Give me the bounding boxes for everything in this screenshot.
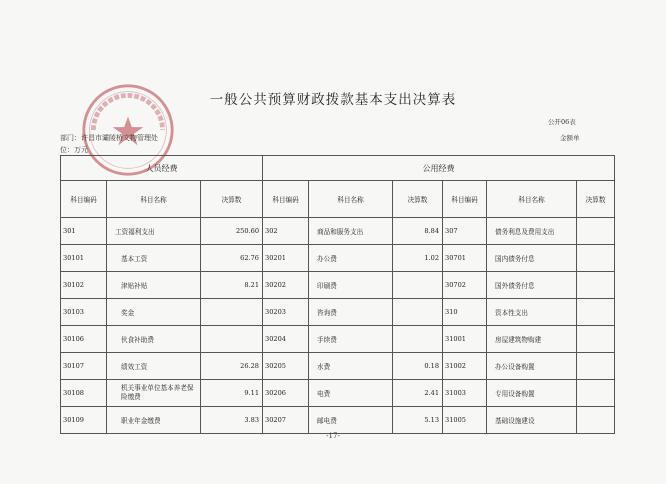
column-header: 科目编码 [443, 181, 487, 218]
expenditure-table [60, 155, 615, 434]
table-row [61, 272, 615, 299]
column-header: 科目编码 [61, 181, 107, 218]
amount-cell: 0.18 [393, 353, 443, 380]
document-title: 一般公共预算财政拨款基本支出决算表 [209, 92, 457, 108]
column-header: 决算数 [393, 181, 443, 218]
subject-name-cell: 职业年金缴费 [107, 407, 201, 434]
subject-name-cell: 邮电费 [309, 407, 393, 434]
amount-cell [577, 353, 615, 380]
column-header: 科目编码 [263, 181, 309, 218]
subject-code-cell: 30205 [263, 353, 309, 380]
amount-cell: 26.28 [201, 353, 263, 380]
table-row [61, 245, 615, 272]
column-header: 科目名称 [309, 181, 393, 218]
amount-cell: 1.02 [393, 245, 443, 272]
department-label: 部门：许昌市灞陵桥文物管理处 [60, 134, 158, 142]
subject-code-cell: 30701 [443, 245, 487, 272]
subject-code-cell: 30107 [61, 353, 107, 380]
group-public-header: 公用经费 [263, 156, 615, 181]
subject-name-cell: 基础设施建设 [487, 407, 577, 434]
subject-code-cell: 30203 [263, 299, 309, 326]
subject-code-cell: 310 [443, 299, 487, 326]
subject-name-cell: 房屋建筑物购建 [487, 326, 577, 353]
amount-cell: 5.13 [393, 407, 443, 434]
group-personnel-header: 人员经费 [61, 156, 263, 181]
amount-unit-label: 金额单 [560, 134, 580, 142]
subject-name-cell: 伙食补助费 [107, 326, 201, 353]
table-row [61, 299, 615, 326]
subject-code-cell: 30207 [263, 407, 309, 434]
subject-name-cell: 基本工资 [107, 245, 201, 272]
table-row [61, 353, 615, 380]
subject-name-cell: 办公设备购置 [487, 353, 577, 380]
column-header: 决算数 [201, 181, 263, 218]
subject-name-cell: 咨询费 [309, 299, 393, 326]
subject-code-cell: 30206 [263, 380, 309, 407]
unit-label: 位：万元 [60, 146, 88, 154]
amount-cell: 3.83 [201, 407, 263, 434]
subject-name-cell: 资本性支出 [487, 299, 577, 326]
subject-name-cell: 债务利息及费用支出 [487, 218, 577, 245]
subject-name-cell: 机关事业单位基本养老保险缴费 [107, 380, 201, 407]
subject-code-cell: 30202 [263, 272, 309, 299]
column-header-row [61, 181, 615, 218]
amount-cell: 62.76 [201, 245, 263, 272]
subject-name-cell: 绩效工资 [107, 353, 201, 380]
amount-cell [577, 218, 615, 245]
subject-code-cell: 30108 [61, 380, 107, 407]
amount-cell [201, 299, 263, 326]
subject-code-cell: 30106 [61, 326, 107, 353]
subject-name-cell: 水费 [309, 353, 393, 380]
amount-cell [577, 245, 615, 272]
group-header-row [61, 156, 615, 181]
subject-code-cell: 30109 [61, 407, 107, 434]
subject-code-cell: 30103 [61, 299, 107, 326]
amount-cell [577, 326, 615, 353]
amount-cell [393, 326, 443, 353]
subject-name-cell: 奖金 [107, 299, 201, 326]
amount-cell [577, 407, 615, 434]
subject-name-cell: 国内债务付息 [487, 245, 577, 272]
column-header: 科目名称 [487, 181, 577, 218]
subject-code-cell: 307 [443, 218, 487, 245]
subject-name-cell: 专用设备购置 [487, 380, 577, 407]
amount-cell [577, 272, 615, 299]
table-row [61, 326, 615, 353]
subject-code-cell: 301 [61, 218, 107, 245]
subject-name-cell: 商品和服务支出 [309, 218, 393, 245]
subject-name-cell: 手续费 [309, 326, 393, 353]
subject-code-cell: 30702 [443, 272, 487, 299]
subject-code-cell: 30101 [61, 245, 107, 272]
subject-name-cell: 电费 [309, 380, 393, 407]
amount-cell: 9.11 [201, 380, 263, 407]
subject-name-cell: 国外债务付息 [487, 272, 577, 299]
subject-name-cell: 工资福利支出 [107, 218, 201, 245]
subject-name-cell: 印刷费 [309, 272, 393, 299]
subject-code-cell: 31001 [443, 326, 487, 353]
amount-cell: 250.60 [201, 218, 263, 245]
amount-cell [393, 299, 443, 326]
table-row [61, 407, 615, 434]
subject-code-cell: 30102 [61, 272, 107, 299]
amount-cell: 8.21 [201, 272, 263, 299]
subject-code-cell: 30201 [263, 245, 309, 272]
subject-code-cell: 31002 [443, 353, 487, 380]
amount-cell [201, 326, 263, 353]
amount-cell: 2.41 [393, 380, 443, 407]
subject-name-cell: 办公费 [309, 245, 393, 272]
subject-code-cell: 30204 [263, 326, 309, 353]
amount-cell: 8.84 [393, 218, 443, 245]
form-number: 公开06表 [548, 118, 576, 126]
subject-code-cell: 302 [263, 218, 309, 245]
amount-cell [577, 299, 615, 326]
subject-code-cell: 31005 [443, 407, 487, 434]
amount-cell [577, 380, 615, 407]
amount-cell [393, 272, 443, 299]
column-header: 科目名称 [107, 181, 201, 218]
column-header: 决算数 [577, 181, 615, 218]
page-number: -17- [326, 432, 340, 440]
subject-code-cell: 31003 [443, 380, 487, 407]
table-row [61, 218, 615, 245]
subject-name-cell: 津贴补贴 [107, 272, 201, 299]
table-row [61, 380, 615, 407]
